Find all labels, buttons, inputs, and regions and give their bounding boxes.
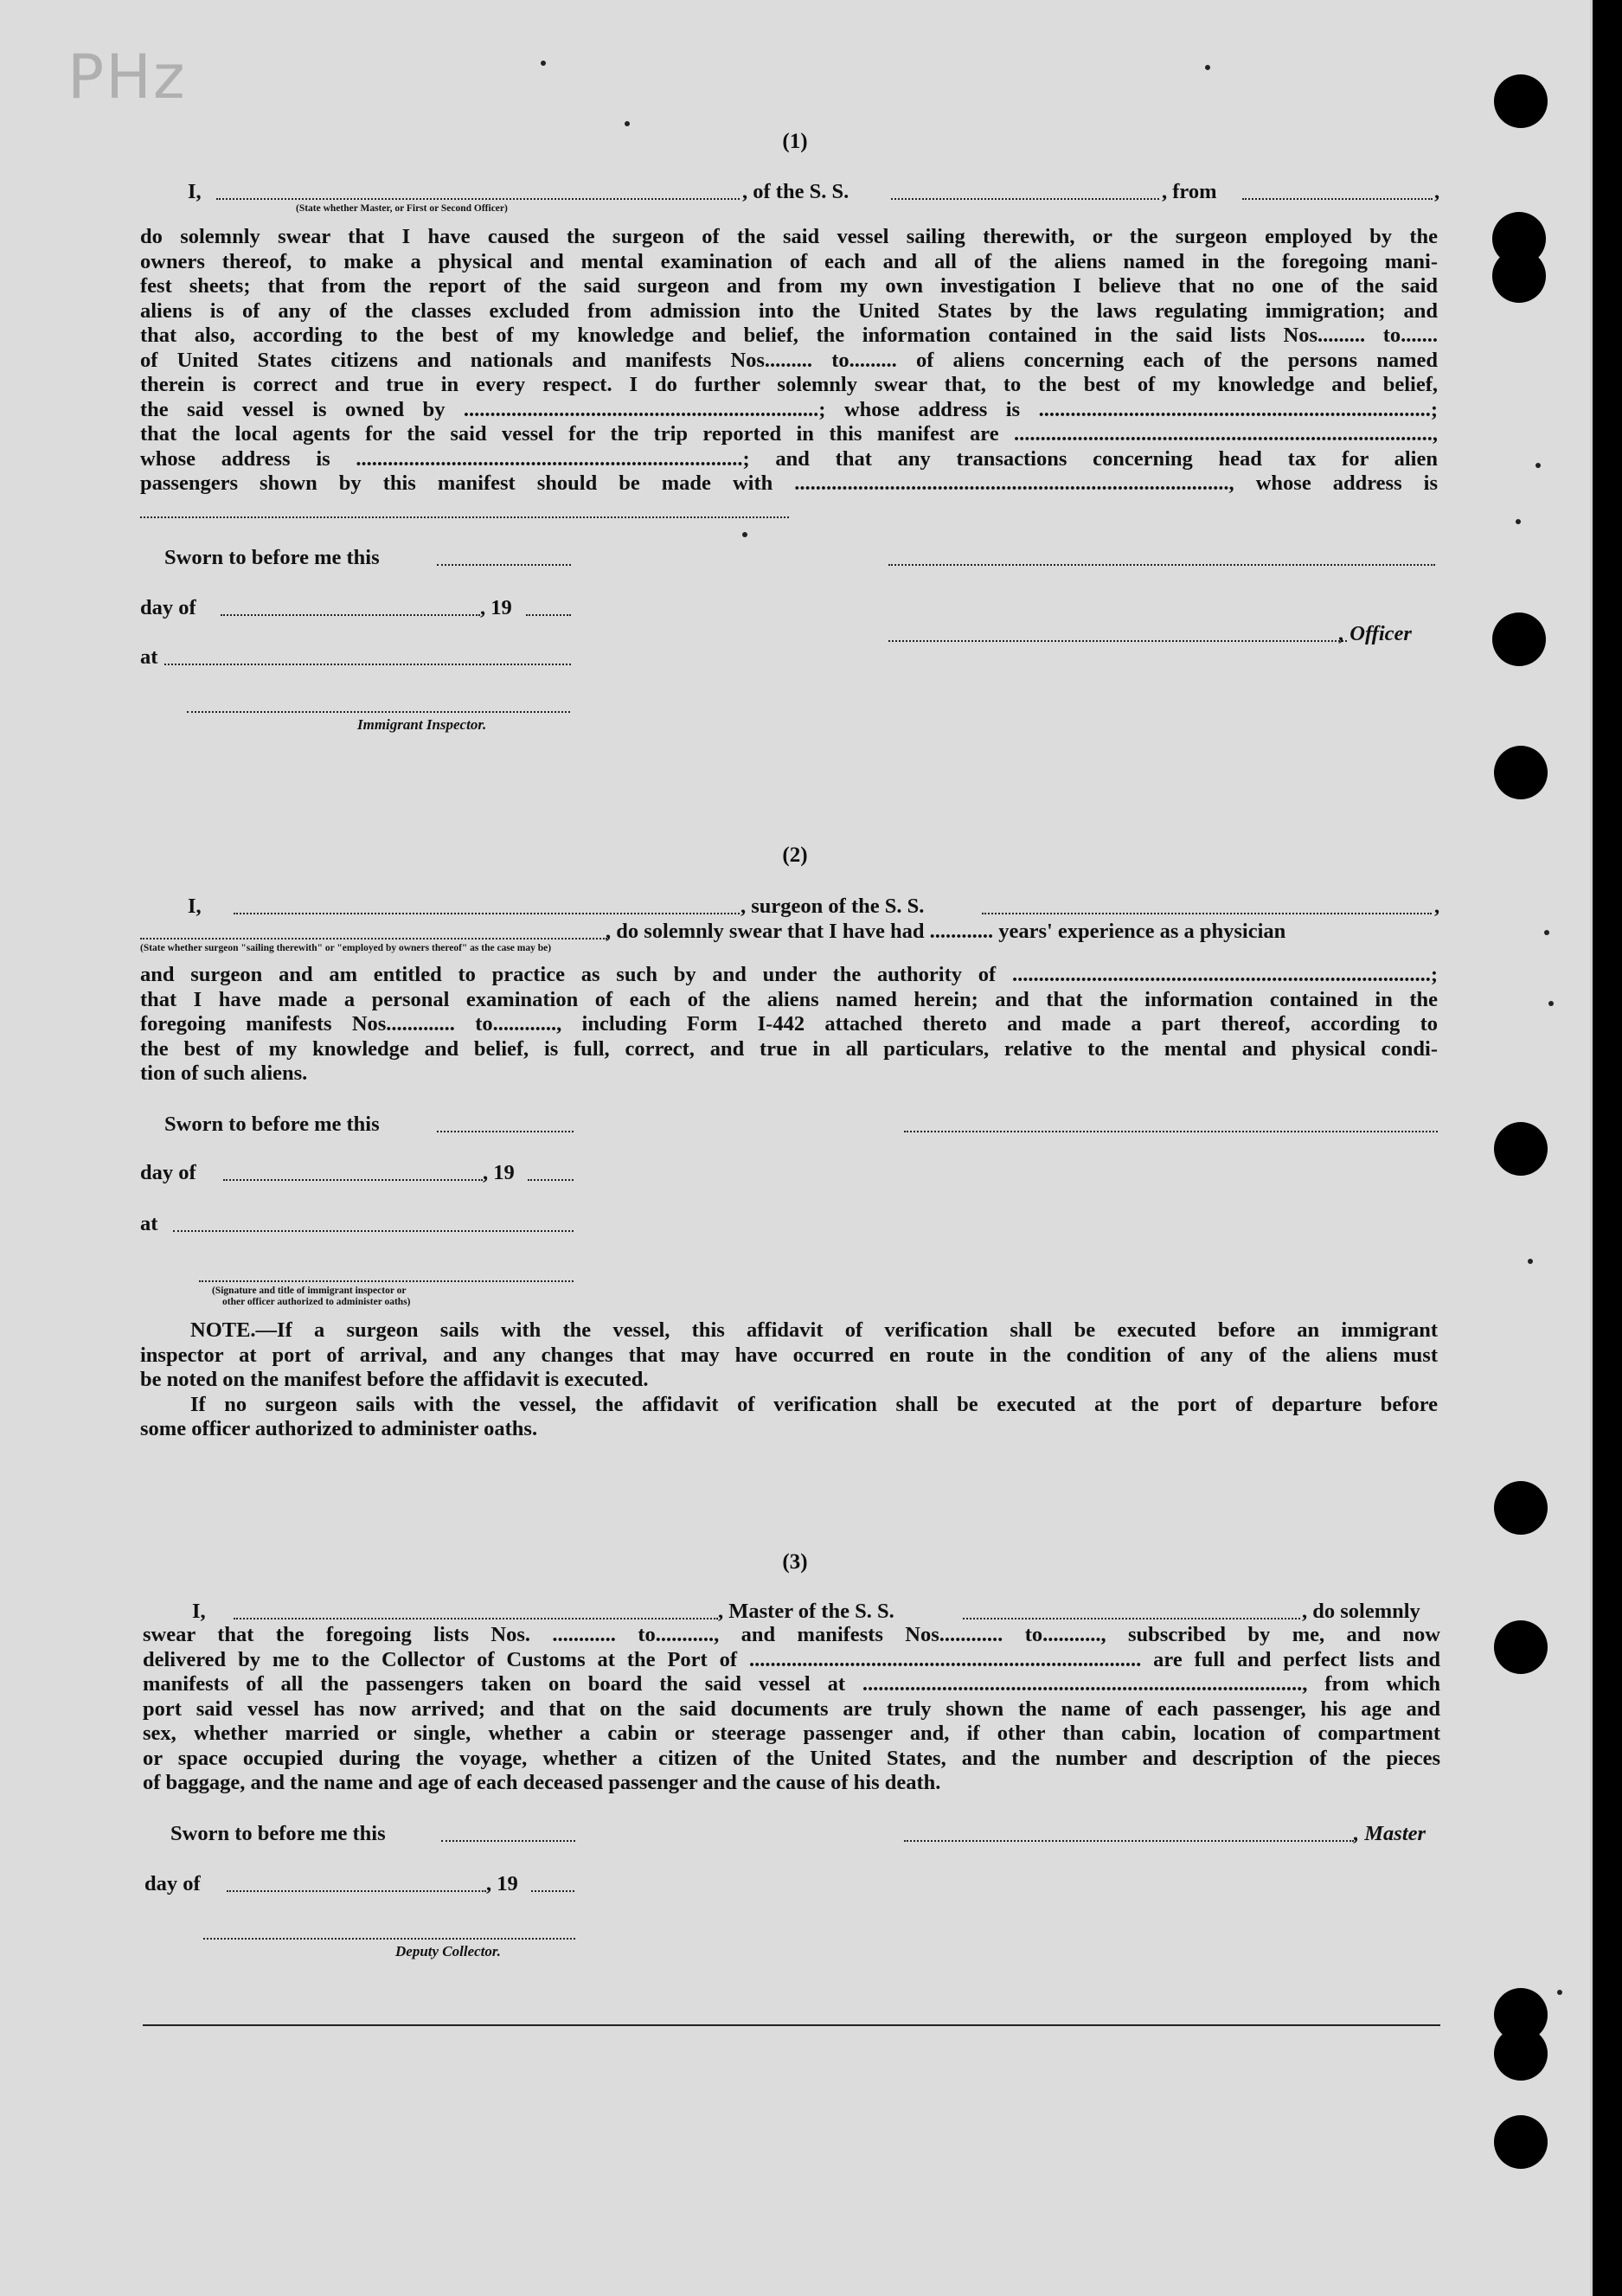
s3-line: port said vessel has now arrived; and that on the said documents are truly shown the name of each passenger, his age and (143, 1696, 1440, 1721)
s2-year-field[interactable] (528, 1179, 574, 1181)
binder-hole (1494, 1122, 1548, 1176)
speck (1205, 65, 1210, 70)
s1-line: the said vessel is owned by ...................................................................; whose address is ..........................................................................; (140, 397, 1438, 421)
s1-line: whose address is .........................................................................; and that any transactions concerning head tax for alien (140, 446, 1438, 471)
s2-sig-caption-1: (Signature and title of immigrant inspector or (212, 1286, 407, 1296)
section-3-number: (3) (782, 1550, 808, 1574)
s1-line: fest sheets; that from the report of the said surgeon and from my own investigation I believe that no one of the said (140, 274, 1438, 298)
s1-sworn: Sworn to before me this (164, 546, 380, 569)
s3-body (143, 1623, 1440, 1796)
s1-from: , from (1162, 180, 1217, 203)
s2-surgeon-name-field[interactable] (234, 913, 740, 914)
s2-note (140, 1318, 1438, 1442)
s3-year: , 19 (486, 1872, 518, 1895)
s3-month-field[interactable] (227, 1890, 486, 1892)
s2-line: that I have made a personal examination of each of the aliens named herein; and that the information contained in the (140, 987, 1438, 1011)
binder-hole (1494, 746, 1548, 799)
s3-master-label: , Master (1354, 1822, 1426, 1845)
binder-hole (1494, 74, 1548, 128)
s3-line: delivered by me to the Collector of Customs at the Port of .......................................................................... are full and perfect lists and (143, 1647, 1440, 1671)
s2-line: tion of such aliens. (140, 1061, 308, 1085)
s1-inspector-label: Immigrant Inspector. (357, 716, 487, 733)
bottom-rule (143, 2024, 1440, 2026)
s3-line: sex, whether married or single, whether a cabin or steerage passenger and, if other than cabin, location of compartment (143, 1722, 1440, 1745)
s2-line2: , do solemnly swear that I have had ............ years' experience as a physician (606, 920, 1286, 943)
s1-line: aliens is of any of the classes excluded from admission into the United States by the laws regulating immigration; and (140, 298, 1438, 323)
s1-year: , 19 (480, 596, 512, 619)
s2-note-line: If no surgeon sails with the vessel, the affidavit of verification shall be executed at the port of departure before (190, 1392, 1438, 1416)
s2-sig-caption-2: other officer authorized to administer oaths) (222, 1297, 411, 1307)
s2-caption: (State whether surgeon "sailing therewith" or "employed by owners thereof" as the case may be) (140, 943, 552, 953)
s3-master-name-field[interactable] (234, 1618, 718, 1619)
s2-surgeon-status-field[interactable] (140, 938, 607, 940)
speck (541, 61, 546, 66)
s1-line: owners thereof, to make a physical and mental examination of each and all of the aliens named in the foregoing mani- (140, 249, 1438, 273)
handwritten-annotation: PHz (67, 42, 187, 112)
s1-at-field[interactable] (164, 664, 571, 665)
s1-from-port-field[interactable] (1242, 198, 1433, 200)
s3-line: of baggage, and the name and age of each deceased passenger and the cause of his death. (143, 1771, 941, 1794)
section-2-number: (2) (782, 843, 808, 867)
s3-line: or space occupied during the voyage, whether a citizen of the United States, and the number and description of the pieces (143, 1746, 1440, 1770)
speck (1528, 1259, 1533, 1264)
s3-do-solemnly: , do solemnly (1302, 1600, 1420, 1623)
s1-year-field[interactable] (526, 614, 571, 616)
s1-line: do solemnly swear that I have caused the surgeon of the said vessel sailing therewith, or the surgeon employed by the (140, 225, 1438, 248)
s1-sworn-date-field[interactable] (437, 564, 571, 566)
s2-surgeon-of: , surgeon of the S. S. (740, 895, 925, 918)
s3-day-of: day of (144, 1872, 201, 1895)
speck (1557, 1990, 1562, 1995)
s1-line: that also, according to the best of my knowledge and belief, the information contained in the said lists Nos......... to....... (140, 324, 1438, 347)
s1-vessel-name-field[interactable] (891, 198, 1159, 200)
s3-deputy-label: Deputy Collector. (395, 1943, 501, 1959)
s1-day-of: day of (140, 596, 196, 619)
s2-note-line: be noted on the manifest before the affidavit is executed. (140, 1368, 649, 1391)
speck (1535, 463, 1541, 468)
s1-officer-label: , Officer (1339, 622, 1412, 645)
binder-hole (1492, 249, 1546, 303)
s1-body (140, 225, 1438, 497)
s2-note-line: some officer authorized to administer oaths. (140, 1417, 538, 1440)
speck (1544, 930, 1549, 935)
s3-master-signature-field[interactable] (904, 1840, 1354, 1842)
s2-inspector-signature-field[interactable] (199, 1280, 574, 1282)
s2-sworn-date-field[interactable] (437, 1131, 574, 1132)
s3-sworn: Sworn to before me this (170, 1822, 386, 1845)
s1-line: of United States citizens and nationals and manifests Nos......... to......... of aliens concerning each of the persons named (140, 348, 1438, 372)
s2-line: and surgeon and am entitled to practice as such by and under the authority of ...............................................................................; (140, 963, 1438, 986)
s3-i: I, (192, 1600, 206, 1623)
s2-sworn: Sworn to before me this (164, 1113, 380, 1136)
s2-day-of: day of (140, 1161, 196, 1184)
s3-line: swear that the foregoing lists Nos. ............ to..........., and manifests Nos............ to..........., subscribed by me, and now (143, 1623, 1440, 1646)
s3-vessel-name-field[interactable] (963, 1618, 1300, 1619)
s2-month-field[interactable] (223, 1179, 483, 1181)
s1-officer-signature-field[interactable] (888, 564, 1435, 566)
s2-surgeon-signature-field[interactable] (904, 1131, 1438, 1132)
s1-inspector-signature-field[interactable] (187, 711, 570, 713)
s2-note-line: inspector at port of arrival, and any changes that may have occurred en route in the condition of any of the aliens must (140, 1343, 1438, 1367)
s2-note-line: NOTE.—If a surgeon sails with the vessel, this affidavit of verification shall be executed before an immigrant (190, 1318, 1438, 1342)
binder-hole (1494, 1481, 1548, 1535)
speck (1548, 1001, 1554, 1006)
s2-body (140, 963, 1438, 1087)
binder-hole (1494, 2027, 1548, 2081)
s1-of-ss: , of the S. S. (742, 180, 849, 203)
s1-at: at (140, 645, 158, 669)
s3-line: manifests of all the passengers taken on board the said vessel at ..................................................................................., from which (143, 1672, 1440, 1696)
binder-hole (1494, 1620, 1548, 1674)
s1-month-field[interactable] (221, 614, 480, 616)
s1-line: therein is correct and true in every respect. I do further solemnly swear that, to the best of my knowledge and belief, (140, 373, 1438, 396)
s2-comma: , (1434, 895, 1440, 918)
speck (1516, 519, 1521, 524)
s2-year: , 19 (483, 1161, 515, 1184)
s2-line: foregoing manifests Nos............. to............, including Form I-442 attached thereto and made a part thereof, according to (140, 1012, 1438, 1036)
s2-vessel-name-field[interactable] (982, 913, 1432, 914)
s3-master-of: , Master of the S. S. (718, 1600, 894, 1623)
s2-at: at (140, 1212, 158, 1235)
speck (625, 121, 630, 126)
s1-caption: (State whether Master, or First or Second Officer) (296, 203, 508, 214)
s1-comma: , (1434, 180, 1440, 203)
binder-hole (1492, 612, 1546, 666)
s1-officer-title-field[interactable] (888, 640, 1347, 642)
s1-i: I, (188, 180, 202, 203)
s2-line: the best of my knowledge and belief, is full, correct, and true in all particulars, relative to the mental and physical condi- (140, 1036, 1438, 1061)
s2-i: I, (188, 895, 202, 918)
section-1-number: (1) (782, 130, 808, 153)
s1-line: that the local agents for the said vessel for the trip reported in this manifest are ..............................................................................., (140, 422, 1438, 446)
s1-line: passengers shown by this manifest should be made with .................................................................................., whose address is (140, 471, 1438, 495)
s3-sworn-date-field[interactable] (441, 1840, 575, 1842)
s3-collector-signature-field[interactable] (203, 1938, 575, 1940)
s1-agent-address-field[interactable] (140, 516, 789, 518)
s1-officer-rank-field[interactable] (216, 198, 740, 200)
s3-year-field[interactable] (531, 1890, 574, 1892)
speck (742, 532, 747, 537)
binder-hole (1494, 2115, 1548, 2169)
s2-at-field[interactable] (173, 1230, 574, 1232)
